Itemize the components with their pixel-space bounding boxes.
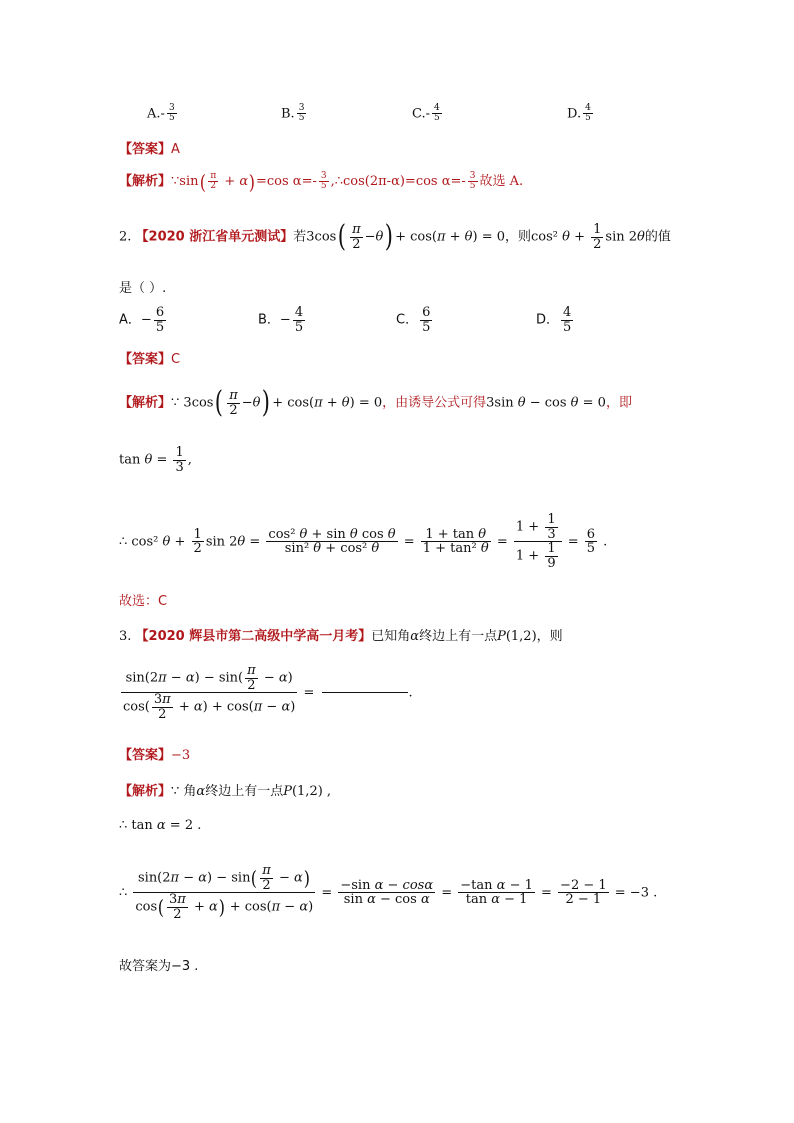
q3-expression: sin(2π − α) − sin( $\frac{\pi}{2}$ − α) cos( $\frac{3\pi}{2}$ + α) + cos(π − α) = . (123, 663, 413, 722)
q3-tan-result: ∴ tan α = 2 . (119, 818, 202, 833)
q3-answer: 【答案】−3 (119, 748, 191, 763)
q1-option-b: B. $\frac{3}{5}$ (281, 103, 305, 124)
q1-option-a: A.- $\frac{3}{5}$ (147, 103, 175, 124)
q2-option-d: D． $\frac{4}{5}$ (536, 305, 572, 335)
q2-answer: 【答案】C (119, 352, 181, 367)
q1-option-c: C.- $\frac{4}{5}$ (412, 103, 440, 124)
q3-answer-blank (322, 692, 408, 693)
q2-option-c: C． $\frac{6}{5}$ (396, 305, 431, 335)
q1-option-d: D. $\frac{4}{5}$ (567, 103, 591, 124)
q2-analysis: 【解析】∵ 3cos( $\frac{\pi}{2}$ −θ) + cos(π + θ) = 0，由诱导公式可得3sin θ − cos θ = 0，即 (119, 385, 632, 420)
q2-derivation: ∴ cos² θ + $\frac{1}{2}$ sin 2θ = $\frac{\text{cos² θ + sin θ cos θ}}{\text{sin² θ + cos² θ}}$ = $\frac{\text{1 + tan θ}}{\text{1 + tan² θ}}$ = 1 + $\frac{1}{3}$ 1 + $\frac{1}{9}$ = $\frac{6}{5}$ . (119, 512, 608, 571)
q3-conclusion: 故答案为−3 . (119, 959, 199, 974)
q1-answer: 【答案】A (119, 142, 180, 157)
q2-option-a: A．− $\frac{6}{5}$ (119, 305, 165, 335)
q2-conclusion: 故选：C (119, 594, 168, 609)
q3-derivation: ∴ sin(2π − α) − sin( $\frac{\pi}{2}$ − α) cos( $\frac{3\pi}{2}$ + α) + cos(π − α) = $\frac{\text{−sin α − cosα}}{\text{sin α − cos α}}$ = $\frac{\text{−tan α − 1}}{\text{tan α − 1}}$ = $\frac{-2 - 1}{2 - 1}$ = −3 . (119, 863, 658, 922)
q2-tan-result: tan θ = $\frac{1}{3}$ , (119, 445, 192, 475)
q2-option-b: B．− $\frac{4}{5}$ (258, 305, 304, 335)
q3-analysis: 【解析】∵ 角α终边上有一点P(1,2) , (119, 784, 332, 799)
q2-stem-line2: 是（ ）. (119, 281, 167, 296)
q1-analysis: 【解析】∵sin( $\frac{\pi}{2}$ + α)=cos α=- $\frac{3}{5}$ ,∴cos(2π-α)=cos α=- $\frac{3}{5}$ 故选 A. (119, 169, 524, 194)
q3-stem: 3. 【2020 辉县市第二高级中学高一月考】已知角α终边上有一点P(1,2)，则 (119, 629, 563, 644)
q2-stem: 2. 【2020 浙江省单元测试】若3cos( $\frac{\pi}{2}$ −θ) + cos(π + θ) = 0，则cos² θ + $\frac{1}{2}$ sin 2θ的值 (119, 219, 671, 254)
